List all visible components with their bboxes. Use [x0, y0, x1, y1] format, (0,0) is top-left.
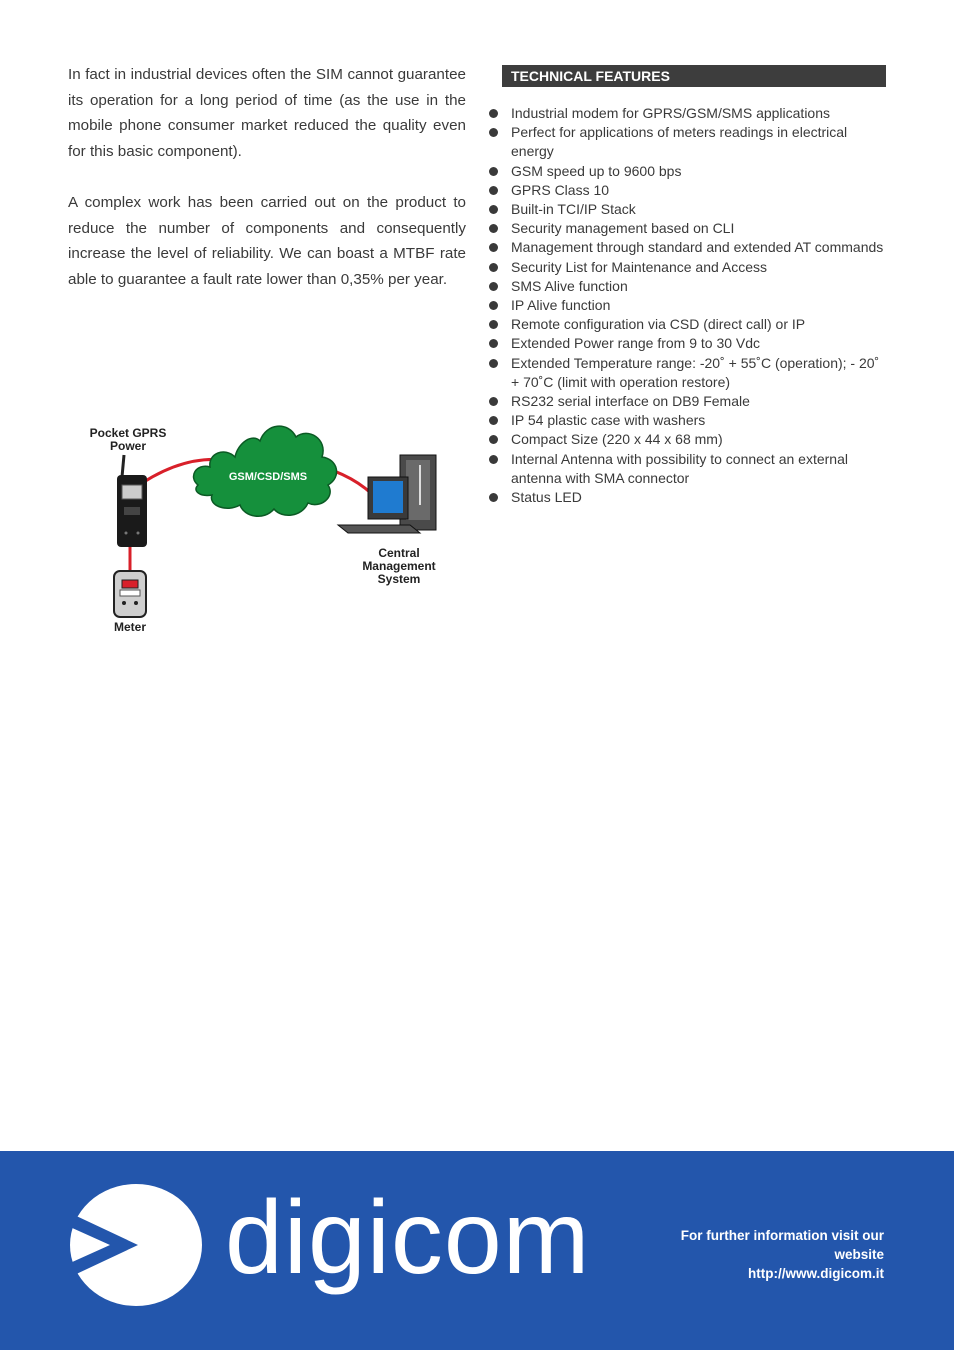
- intro-paragraph-1: In fact in industrial devices often the SIM cannot guarantee its operation for a long period of time (as the use in the mobile phone consumer market reduced the quality even for this basic component).: [68, 66, 466, 160]
- bullet-icon: [489, 320, 498, 329]
- bullet-icon: [489, 416, 498, 425]
- feature-item: [487, 258, 887, 277]
- feature-item: [487, 296, 887, 315]
- intro-text: [68, 62, 466, 318]
- technical-features-header: TECHNICAL FEATURES: [502, 65, 886, 87]
- bullet-icon: [489, 397, 498, 406]
- feature-text: RS232 serial interface on DB9 Female: [511, 393, 750, 410]
- bullet-icon: [489, 455, 498, 464]
- feature-text: Built-in TCI/IP Stack: [511, 201, 636, 218]
- feature-item: [487, 392, 887, 411]
- feature-item: [487, 123, 887, 161]
- device-label: [80, 427, 176, 453]
- feature-item: [487, 162, 887, 181]
- feature-item: [487, 334, 887, 353]
- meter-label: Meter: [113, 620, 146, 634]
- feature-text: Security List for Maintenance and Access: [511, 258, 768, 275]
- gprs-modem-icon: [117, 455, 147, 547]
- cms-label-line1: Central: [378, 546, 420, 560]
- cms-label: [350, 547, 448, 586]
- bullet-icon: [489, 205, 498, 214]
- bullet-icon: [489, 339, 498, 348]
- feature-item: [487, 354, 887, 392]
- bullet-icon: [489, 109, 498, 118]
- bullet-icon: [489, 243, 498, 252]
- feature-text: Status LED: [511, 489, 582, 506]
- footer-info-line1: For further information visit our: [680, 1228, 884, 1243]
- feature-item: [487, 488, 887, 507]
- website-link[interactable]: http://www.digicom.it: [748, 1266, 884, 1281]
- device-label-line2: Power: [109, 439, 146, 453]
- device-label-line1: Pocket GPRS: [89, 426, 167, 440]
- feature-text: GPRS Class 10: [511, 181, 610, 198]
- feature-text: Compact Size (220 x 44 x 68 mm): [511, 431, 723, 448]
- feature-text: Perfect for applications of meters readings in electrical energy: [511, 124, 848, 160]
- feature-item: [487, 104, 887, 123]
- bullet-icon: [489, 128, 498, 137]
- feature-item: [487, 181, 887, 200]
- bullet-icon: [489, 224, 498, 233]
- feature-item: [487, 200, 887, 219]
- feature-item: [487, 450, 887, 488]
- bullet-icon: [489, 167, 498, 176]
- bullet-icon: [489, 282, 498, 291]
- digicom-logo-icon: [68, 1183, 204, 1307]
- feature-text: Extended Power range from 9 to 30 Vdc: [511, 335, 761, 352]
- meter-icon: [114, 571, 146, 617]
- footer-banner: [0, 1151, 954, 1350]
- feature-text: Industrial modem for GPRS/GSM/SMS applications: [511, 105, 831, 121]
- bullet-icon: [489, 493, 498, 502]
- feature-item: [487, 277, 887, 296]
- feature-item: [487, 238, 887, 257]
- feature-item: [487, 411, 887, 430]
- feature-item: [487, 219, 887, 238]
- cms-label-line3: System: [377, 572, 421, 586]
- intro-paragraph-2: A complex work has been carried out on the product to reduce the number of components and consequently increase the level of reliability. We can boast a MTBF rate able to guarantee a fault rate lower than 0,35% per year.: [68, 193, 466, 288]
- feature-text: Management through standard and extended AT commands: [511, 239, 884, 256]
- cms-label-line2: Management: [362, 559, 436, 573]
- footer-info-line2: website: [834, 1247, 884, 1262]
- network-diagram: [60, 405, 480, 645]
- feature-text: Remote configuration via CSD (direct call) or IP: [511, 316, 806, 333]
- feature-text: Security management based on CLI: [511, 220, 735, 237]
- feature-text: IP Alive function: [511, 297, 611, 314]
- computer-icon: [338, 455, 436, 533]
- feature-text: Extended Temperature range: -20˚ + 55˚C (operation); - 20˚ + 70˚C (limit with operation restore): [511, 354, 880, 390]
- feature-item: [487, 315, 887, 334]
- bullet-icon: [489, 359, 498, 368]
- technical-features-list: [487, 104, 887, 507]
- footer-info: [681, 1226, 884, 1283]
- feature-item: [487, 430, 887, 449]
- network-label: GSM/CSD/SMS: [228, 471, 308, 483]
- bullet-icon: [489, 186, 498, 195]
- feature-text: Internal Antenna with possibility to connect an external antenna with SMA connector: [511, 450, 848, 486]
- brand-wordmark: digicom: [225, 1180, 591, 1296]
- feature-text: SMS Alive function: [511, 277, 628, 294]
- feature-text: GSM speed up to 9600 bps: [511, 162, 682, 179]
- bullet-icon: [489, 263, 498, 272]
- bullet-icon: [489, 435, 498, 444]
- bullet-icon: [489, 301, 498, 310]
- feature-text: IP 54 plastic case with washers: [511, 412, 706, 429]
